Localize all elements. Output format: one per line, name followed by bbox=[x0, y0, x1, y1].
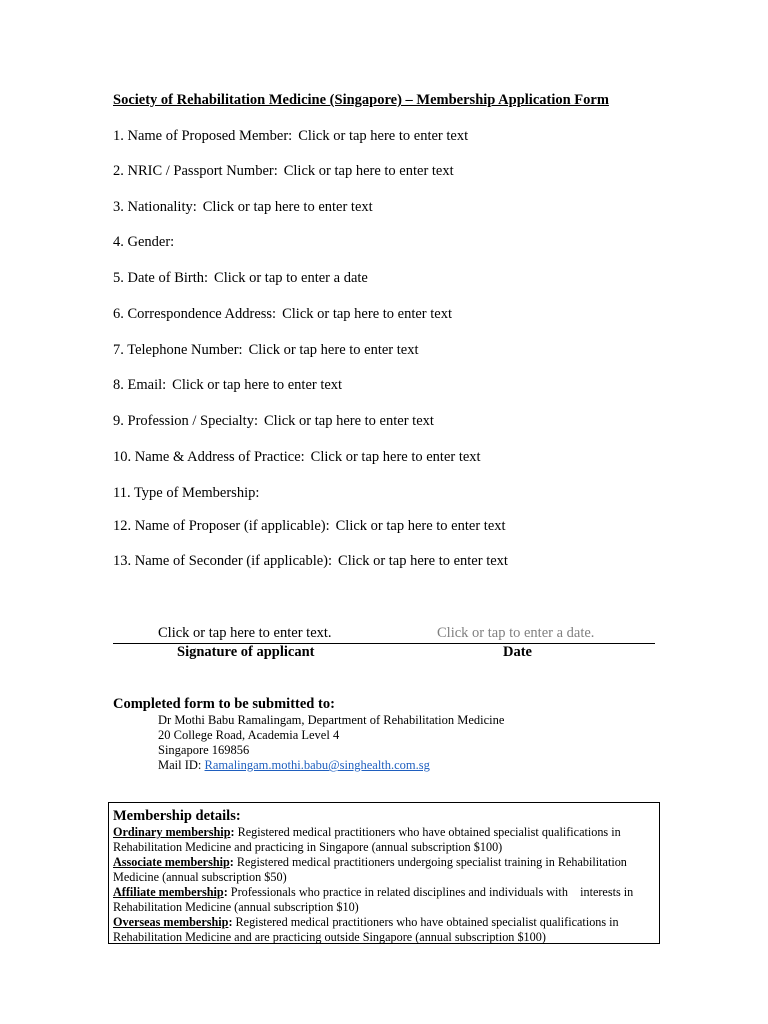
field-label: 2. NRIC / Passport Number: bbox=[113, 163, 278, 179]
field-label: 6. Correspondence Address: bbox=[113, 306, 277, 322]
membership-description: Registered medical practitioners undergoing specialist training in Rehabilitation Medicine (annual subscription $50) bbox=[113, 855, 627, 884]
submission-heading: Completed form to be submitted to: bbox=[113, 696, 335, 712]
profession-input[interactable]: Click or tap here to enter text bbox=[264, 413, 434, 429]
date-of-birth-picker[interactable]: Click or tap to enter a date bbox=[214, 270, 368, 286]
field-date-of-birth bbox=[113, 270, 368, 287]
field-gender bbox=[113, 234, 180, 251]
address-line: Dr Mothi Babu Ramalingam, Department of Rehabilitation Medicine bbox=[158, 713, 505, 727]
signature-caption: Signature of applicant bbox=[177, 644, 315, 660]
telephone-input[interactable]: Click or tap here to enter text bbox=[248, 342, 419, 358]
field-membership-type bbox=[113, 485, 265, 502]
membership-type-associate: Associate membership: Registered medical practitioners undergoing specialist training in Rehabilitation Medicine (annual subscription $50) bbox=[113, 855, 627, 884]
mail-label: Mail ID: bbox=[158, 758, 205, 772]
submission-address bbox=[158, 713, 504, 773]
practice-input[interactable]: Click or tap here to enter text bbox=[310, 449, 481, 465]
field-label: 5. Date of Birth: bbox=[113, 270, 209, 286]
signature-input[interactable]: Click or tap here to enter text. bbox=[158, 625, 332, 641]
membership-description: Professionals who practice in related disciplines and individuals with interests in Rehabilitation Medicine (annual subscription $10) bbox=[113, 885, 637, 914]
nric-passport-input[interactable]: Click or tap here to enter text bbox=[283, 163, 454, 179]
membership-type-overseas: Overseas membership: Registered medical practitioners who have obtained specialist qualifications in Rehabilitation Medicine and are practicing outside Singapore (annual subscription $100) bbox=[113, 915, 619, 944]
seconder-input[interactable]: Click or tap here to enter text bbox=[338, 553, 508, 569]
membership-term: Overseas membership bbox=[113, 915, 229, 929]
membership-details-title: Membership details: bbox=[113, 808, 241, 824]
nationality-input[interactable]: Click or tap here to enter text bbox=[202, 199, 373, 215]
membership-type-affiliate: Affiliate membership: Professionals who practice in related disciplines and individuals with interests in Rehabilitation Medicine (annual subscription $10) bbox=[113, 885, 637, 914]
address-line: 20 College Road, Academia Level 4 bbox=[158, 728, 340, 742]
signature-line bbox=[113, 625, 655, 644]
field-nric-passport bbox=[113, 163, 454, 180]
field-label: 3. Nationality: bbox=[113, 199, 197, 215]
membership-details-box bbox=[108, 802, 660, 944]
field-profession bbox=[113, 413, 434, 430]
proposed-member-input[interactable]: Click or tap here to enter text bbox=[298, 128, 469, 144]
correspondence-address-input[interactable]: Click or tap here to enter text bbox=[282, 306, 453, 322]
page-title: Society of Rehabilitation Medicine (Singapore) – Membership Application Form bbox=[113, 92, 609, 108]
signature-date-picker[interactable]: Click or tap to enter a date. bbox=[437, 625, 595, 641]
membership-description: Registered medical practitioners who have obtained specialist qualifications in Rehabilitation Medicine and practicing in Singapore (annual subscription $100) bbox=[113, 825, 621, 854]
field-label: 13. Name of Seconder (if applicable): bbox=[113, 553, 333, 569]
email-link[interactable]: Ramalingam.mothi.babu@singhealth.com.sg bbox=[204, 758, 430, 772]
field-label: 7. Telephone Number: bbox=[113, 342, 243, 358]
membership-term: Affiliate membership bbox=[113, 885, 224, 899]
field-proposed-member bbox=[113, 128, 468, 145]
field-label: 4. Gender: bbox=[113, 234, 175, 250]
field-label: 11. Type of Membership: bbox=[113, 485, 260, 501]
membership-term: Associate membership bbox=[113, 855, 230, 869]
field-telephone bbox=[113, 342, 419, 359]
membership-type-ordinary: Ordinary membership: Registered medical practitioners who have obtained specialist qualifications in Rehabilitation Medicine and practicing in Singapore (annual subscription $100) bbox=[113, 825, 621, 854]
address-line: Singapore 169856 bbox=[158, 743, 250, 757]
membership-term: Ordinary membership bbox=[113, 825, 231, 839]
field-label: 9. Profession / Specialty: bbox=[113, 413, 258, 429]
field-practice bbox=[113, 449, 481, 466]
field-nationality bbox=[113, 199, 373, 216]
field-correspondence-address bbox=[113, 306, 452, 323]
field-seconder bbox=[113, 553, 508, 570]
field-label: 8. Email: bbox=[113, 377, 167, 393]
field-email bbox=[113, 377, 342, 394]
field-label: 1. Name of Proposed Member: bbox=[113, 128, 293, 144]
email-input[interactable]: Click or tap here to enter text bbox=[172, 377, 343, 393]
date-caption: Date bbox=[503, 644, 532, 660]
mail-line bbox=[158, 758, 504, 773]
field-label: 12. Name of Proposer (if applicable): bbox=[113, 518, 330, 534]
field-label: 10. Name & Address of Practice: bbox=[113, 449, 305, 465]
membership-description: Registered medical practitioners who have obtained specialist qualifications in Rehabilitation Medicine and are practicing outside Singapore (annual subscription $100) bbox=[113, 915, 619, 944]
field-proposer bbox=[113, 518, 506, 535]
proposer-input[interactable]: Click or tap here to enter text bbox=[335, 518, 506, 534]
